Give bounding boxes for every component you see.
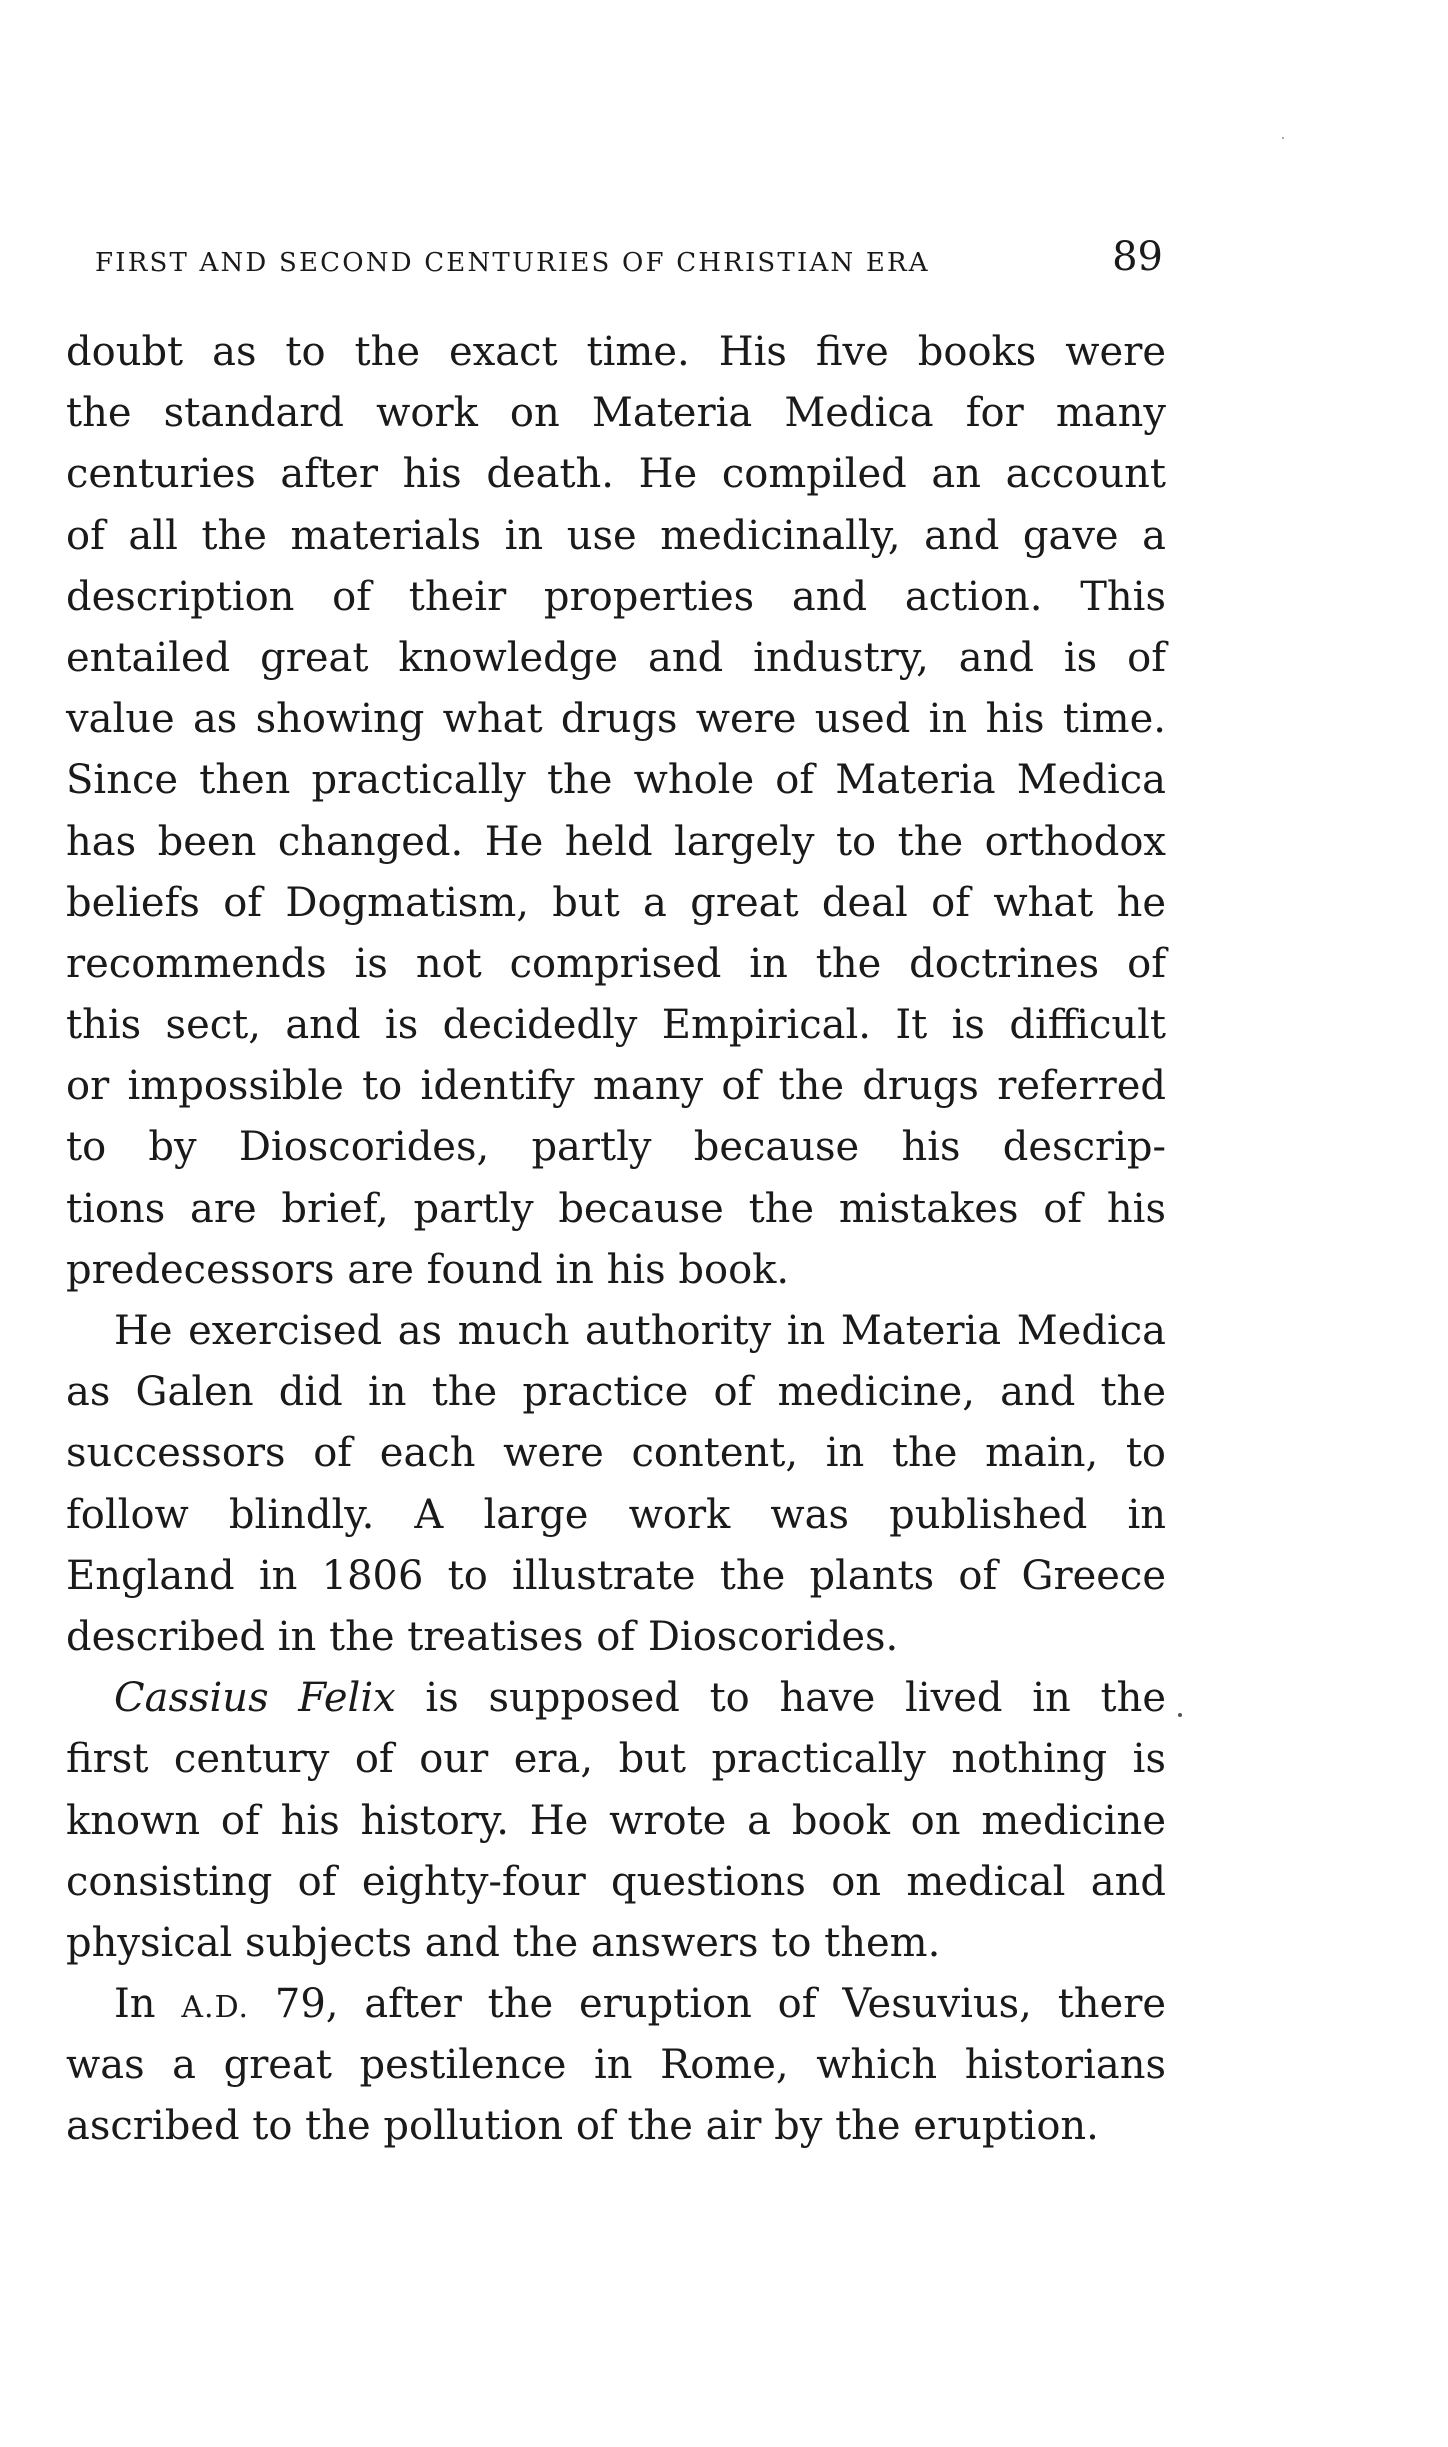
text-line: successors of each were content, in the main, to (66, 1430, 1166, 1477)
text-line: England in 1806 to illustrate the plants of Greece (66, 1552, 1166, 1599)
text-line: as Galen did in the practice of medicine, and the (66, 1369, 1166, 1416)
text-line: beliefs of Dogmatism, but a great deal of what he (66, 879, 1166, 926)
text-line: tions are brief, partly because the mistakes of his (66, 1185, 1166, 1232)
text-line: physical subjects and the answers to them. (66, 1919, 941, 1966)
text-line: predecessors are found in his book. (66, 1246, 790, 1293)
running-title: FIRST AND SECOND CENTURIES OF CHRISTIAN ERA (95, 248, 930, 278)
text-line: of all the materials in use medicinally, and gave a (66, 512, 1166, 559)
text-line: recommends is not comprised in the doctrines of (66, 940, 1166, 987)
text-line: follow blindly. A large work was published in (66, 1491, 1166, 1538)
margin-mark (1178, 1713, 1182, 1717)
paragraph-2 (66, 1301, 1166, 1668)
text-line: entailed great knowledge and industry, and is of (66, 634, 1166, 681)
text-fragment: is supposed to have lived in the (395, 1675, 1166, 1722)
text-line: centuries after his death. He compiled an account (66, 451, 1166, 498)
text-fragment: In (114, 1981, 182, 2028)
text-line: described in the treatises of Dioscorides. (66, 1613, 899, 1660)
paragraph-3 (66, 1668, 1166, 1974)
paragraph-4 (66, 1974, 1166, 2158)
text-fragment: 79, after the eruption of Vesuvius, there (249, 1981, 1166, 2028)
text-line: value as showing what drugs were used in his time. (66, 696, 1166, 743)
person-name-italic: Cassius Felix (114, 1675, 396, 1722)
text-line: known of his history. He wrote a book on medicine (66, 1797, 1166, 1844)
text-body (66, 322, 1166, 2158)
text-line: description of their properties and action. This (66, 573, 1166, 620)
text-line: has been changed. He held largely to the orthodox (66, 818, 1166, 865)
text-line: ascribed to the pollution of the air by the eruption. (66, 2103, 1099, 2150)
running-head (95, 234, 1163, 283)
text-line: Since then practically the whole of Materia Medica (66, 757, 1166, 804)
text-line: or impossible to identify many of the drugs referred (66, 1063, 1166, 1110)
text-line: to by Dioscorides, partly because his descrip- (66, 1124, 1166, 1171)
era-abbreviation: A.D. (181, 1990, 250, 2026)
text-line: was a great pestilence in Rome, which historians (66, 2042, 1166, 2089)
text-line: consisting of eighty-four questions on medical and (66, 1858, 1166, 1905)
text-line: the standard work on Materia Medica for many (66, 390, 1166, 437)
page-number: 89 (1112, 234, 1163, 280)
text-line-with-lead (66, 1668, 1166, 1729)
text-line-with-lead (66, 1974, 1166, 2035)
paragraph-1 (66, 322, 1166, 1301)
text-line: doubt as to the exact time. His five books were (66, 329, 1166, 375)
text-line: this sect, and is decidedly Empirical. It is difficult (66, 1002, 1166, 1049)
text-line: first century of our era, but practically nothing is (66, 1736, 1166, 1783)
text-line: He exercised as much authority in Materia Medica (114, 1308, 1166, 1354)
scan-speck (1282, 137, 1284, 139)
